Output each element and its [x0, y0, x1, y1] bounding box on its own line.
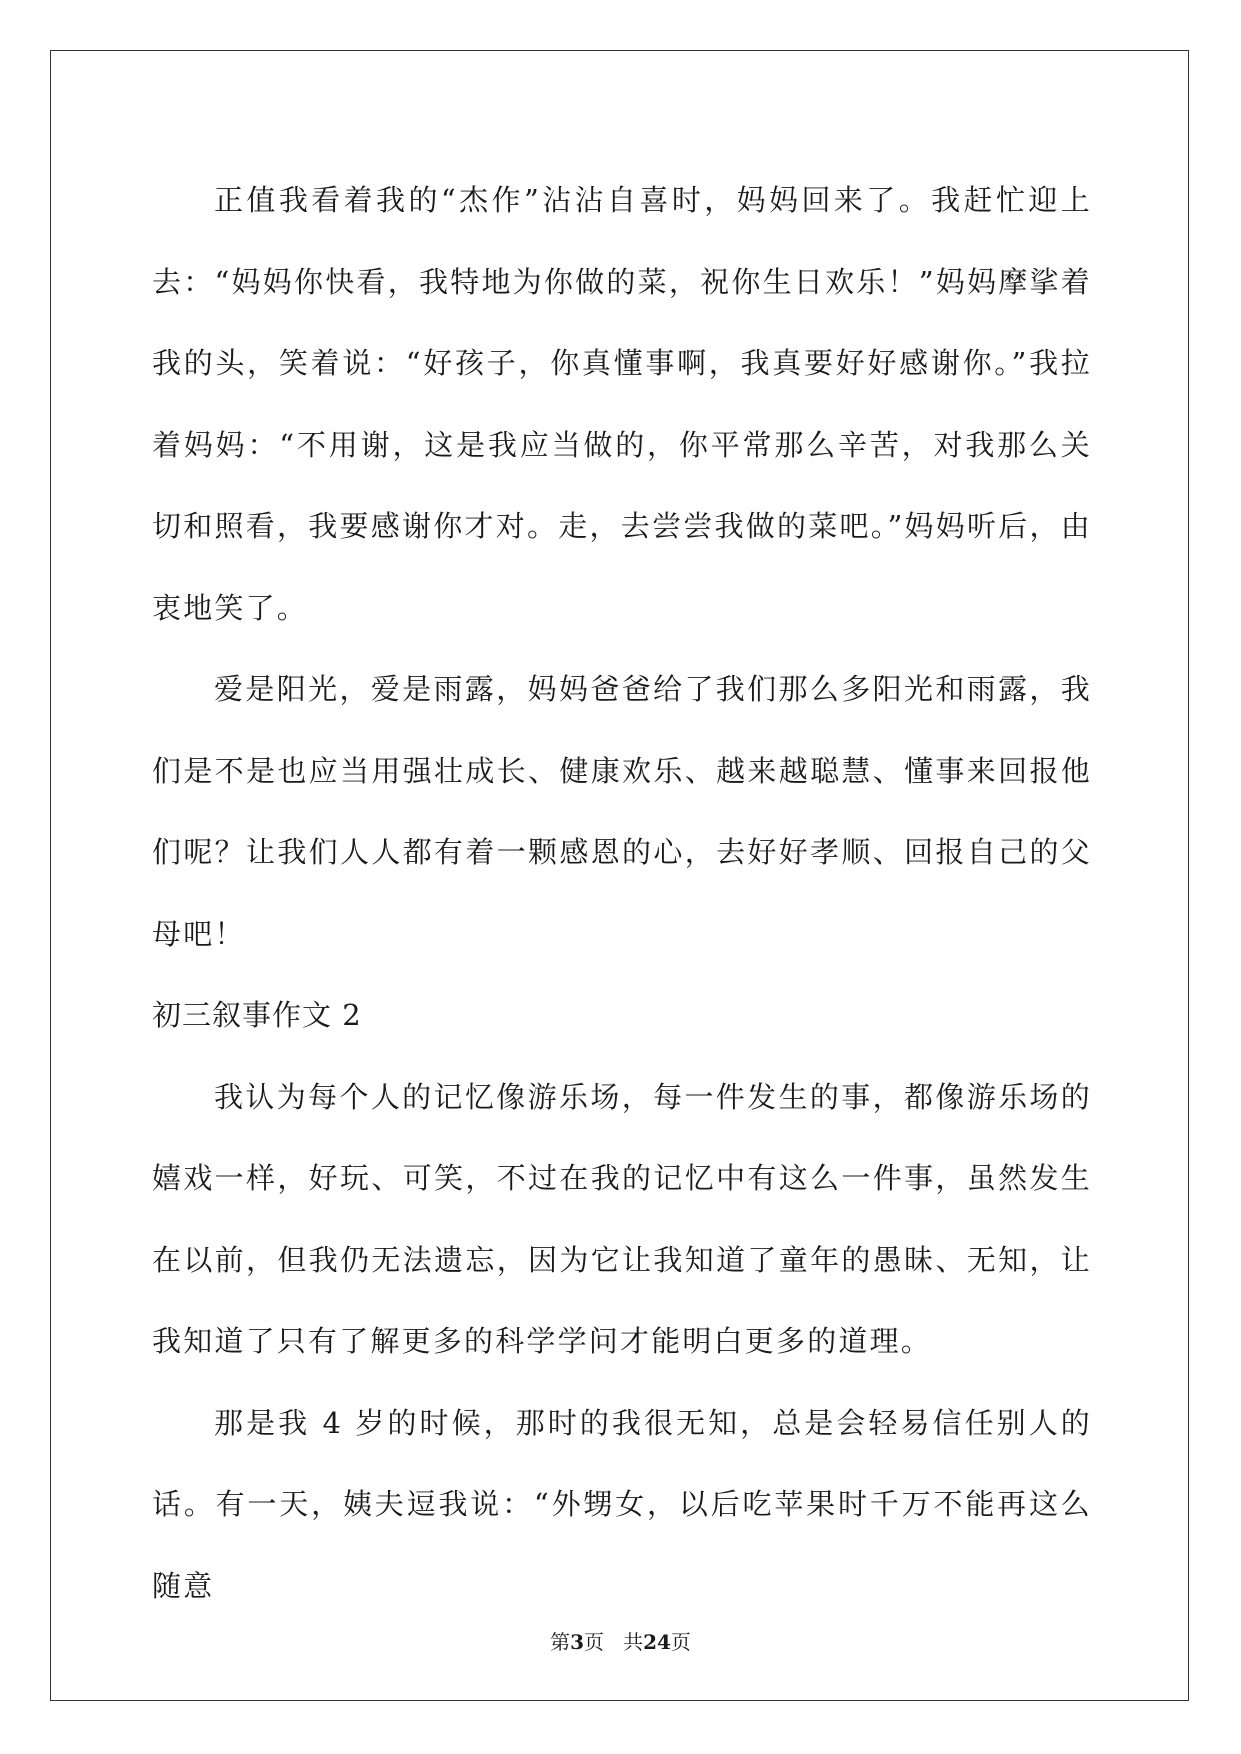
document-body	[152, 160, 1092, 1627]
page-suffix: 页	[584, 1630, 604, 1654]
total-suffix: 页	[670, 1630, 691, 1654]
total-prefix: 共	[623, 1630, 644, 1654]
page-footer	[0, 1630, 1241, 1654]
paragraph-2: 爱是阳光，爱是雨露，妈妈爸爸给了我们那么多阳光和雨露，我们是不是也应当用强壮成长、健康欢乐、越来越聪慧、懂事来回报他们呢？让我们人人都有着一颗感恩的心，去好好孝顺、回报自己的父母吧！	[152, 672, 1092, 951]
page-number: 3	[570, 1630, 584, 1654]
section-title: 初三叙事作文 2	[152, 998, 362, 1032]
paragraph-4: 那是我 4 岁的时候，那时的我很无知，总是会轻易信任别人的话。有一天，姨夫逗我说：“外甥女，以后吃苹果时千万不能再这么随意	[152, 1405, 1092, 1603]
paragraph-3: 我认为每个人的记忆像游乐场，每一件发生的事，都像游乐场的嬉戏一样，好玩、可笑，不过在我的记忆中有这么一件事，虽然发生在以前，但我仍无法遗忘，因为它让我知道了童年的愚昧、无知，让我知道了只有了解更多的科学学问才能明白更多的道理。	[152, 1079, 1092, 1358]
page-prefix: 第	[550, 1630, 571, 1654]
total-pages: 24	[643, 1630, 671, 1654]
paragraph-1: 正值我看着我的“杰作”沾沾自喜时，妈妈回来了。我赶忙迎上去：“妈妈你快看，我特地为你做的菜，祝你生日欢乐！”妈妈摩挲着我的头，笑着说：“好孩子，你真懂事啊，我真要好好感谢你。”我拉着妈妈：“不用谢，这是我应当做的，你平常那么辛苦，对我那么关切和照看，我要感谢你才对。走，去尝尝我做的菜吧。”妈妈听后，由衷地笑了。	[152, 183, 1092, 625]
